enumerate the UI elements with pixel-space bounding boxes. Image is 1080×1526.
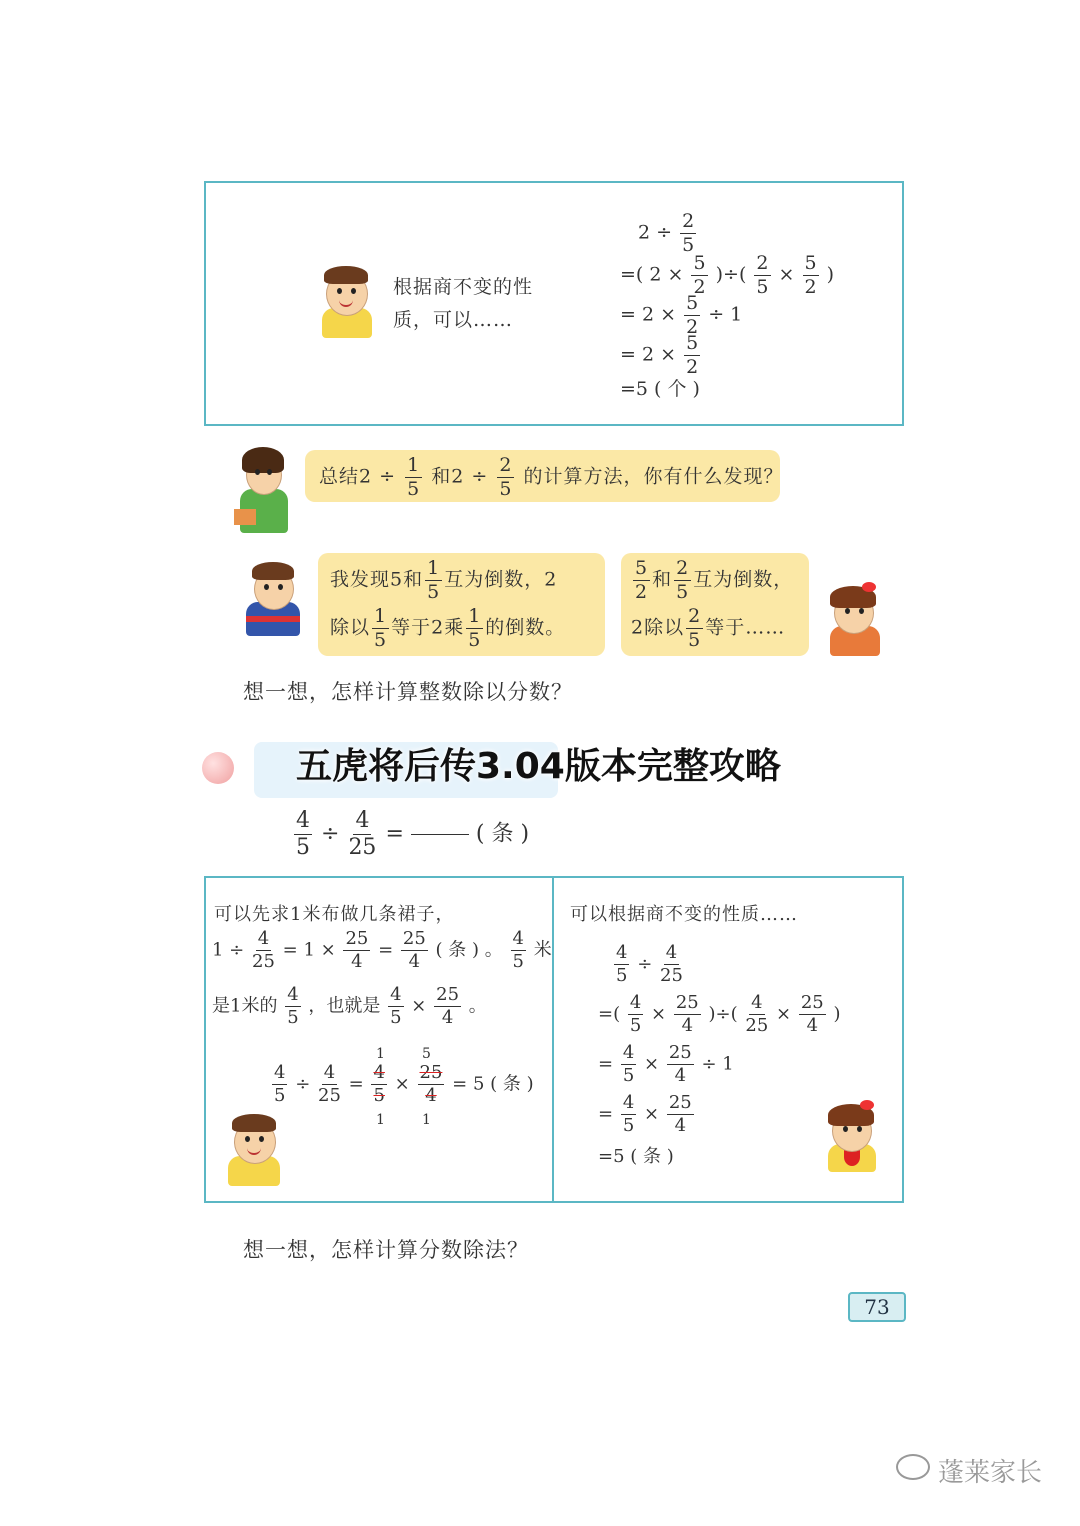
fraction: $\frac{2}{5}$ (499, 454, 513, 500)
boy-illustration (216, 1110, 292, 1190)
calc-text: ÷ 1 (708, 303, 743, 326)
calc-text: =( (598, 1003, 621, 1025)
fraction: $\frac{5}{2}$ (635, 557, 649, 603)
bubble-text: 我发现5和 (330, 568, 424, 591)
fraction: $\frac{1}{5}$ (407, 454, 421, 500)
calc-text: )÷( (708, 1003, 738, 1025)
calc-text: ÷ 1 (701, 1053, 734, 1075)
calc-result: = 5 ( 条 ) (452, 1073, 534, 1095)
cancelled-fraction: $\frac{25}{4}$ (419, 1062, 443, 1106)
calc-text: =( 2 × (620, 263, 684, 286)
operator: × (651, 1003, 667, 1025)
operator: × (776, 1003, 792, 1025)
calc-text: = (378, 939, 394, 961)
answer-blank (411, 834, 469, 835)
calc-text: ) (826, 263, 835, 286)
left-line-3 (212, 986, 487, 1027)
operator: × (644, 1053, 660, 1075)
cancel-bot-2: 1 (422, 1112, 431, 1128)
fraction: $\frac{1}{5}$ (468, 605, 482, 651)
bubble-text: 等于…… (705, 616, 786, 639)
calc-text: = 2 × (620, 303, 677, 326)
bubble-text: 等于2乘 (391, 616, 465, 639)
fraction: $\frac{1}{5}$ (374, 605, 388, 651)
think-question-1: 想一想，怎样计算整数除以分数？ (243, 680, 573, 704)
calc-text: = (598, 1103, 614, 1125)
fraction: $\frac{5}{2}$ (693, 252, 706, 298)
calc-text: 2 ÷ (638, 221, 673, 244)
bubble-text: 2除以 (631, 616, 685, 639)
wechat-label: 蓬莱家长 (938, 1458, 1043, 1488)
calc-result: =5 ( 条 ) (598, 1146, 674, 1167)
bubble-text: 和2 ÷ (431, 465, 489, 488)
fraction: $\frac{5}{2}$ (686, 292, 699, 338)
speech-line: 根据商不变的性 (393, 276, 534, 298)
operator: ÷ (637, 953, 653, 975)
boy-illustration (240, 560, 310, 640)
fraction: $\frac{2}{5}$ (688, 605, 702, 651)
fraction: $\frac{4}{25}$ (660, 942, 683, 986)
cancel-top-1: 1 (376, 1046, 385, 1062)
fraction: $\frac{25}{4}$ (345, 928, 369, 972)
problem-equation (292, 810, 529, 859)
watermark-title: 五虎将后传3.04版本完整攻略 (296, 746, 781, 787)
speech-line: 质，可以…… (393, 309, 514, 331)
bubble-text: 互为倒数， (693, 568, 794, 591)
calc-text: × (778, 263, 795, 286)
wechat-icon (896, 1454, 930, 1480)
right-line-1: 可以根据商不变的性质…… (570, 904, 798, 925)
boy-speech-bubble (318, 553, 605, 656)
fraction: $\frac{4}{5}$ (390, 984, 402, 1028)
teacher-speech-bubble (305, 450, 784, 502)
fraction: $\frac{25}{4}$ (800, 992, 824, 1036)
left-line-2 (212, 930, 552, 971)
calc-text: = (598, 1053, 614, 1075)
operator: ÷ (295, 1073, 311, 1095)
unit: ( 条 ) (475, 821, 530, 847)
fraction: $\frac{25}{4}$ (402, 928, 426, 972)
calc-text: ，也就是 (308, 995, 381, 1017)
page-number: 73 (848, 1292, 906, 1322)
fraction: $\frac{5}{2}$ (804, 252, 817, 298)
fraction: $\frac{25}{4}$ (675, 992, 699, 1036)
calc-text: = 1 × (282, 939, 336, 961)
fraction: $\frac{4}{5}$ (287, 984, 299, 1028)
fraction: $\frac{4}{5}$ (274, 1062, 286, 1106)
fraction: $\frac{25}{4}$ (668, 1092, 692, 1136)
calc-text: 是1米的 (212, 995, 278, 1017)
girl-illustration (814, 1100, 890, 1174)
operator: = (348, 1073, 364, 1095)
calc-block-1 (620, 212, 834, 404)
calc-text: )÷( (715, 263, 747, 286)
fraction: $\frac{4}{25}$ (745, 992, 769, 1036)
fraction: $\frac{1}{5}$ (427, 557, 441, 603)
calc-text: = 2 × (620, 343, 677, 366)
fraction: $\frac{4}{5}$ (629, 992, 642, 1036)
calc-text: 米 (533, 939, 552, 961)
calc-text: × (411, 995, 427, 1017)
bubble-text: 的倒数。 (485, 616, 566, 639)
fraction: $\frac{5}{2}$ (686, 332, 699, 378)
fraction: $\frac{4}{5}$ (622, 1092, 635, 1136)
calc-text: ( 条 ) 。 (435, 939, 503, 961)
girl-illustration (820, 582, 890, 660)
pink-ball-icon (202, 752, 234, 784)
bubble-text: 的计算方法，你有什么发现？ (523, 465, 784, 488)
cancel-top-2: 5 (422, 1046, 431, 1062)
bubble-text: 互为倒数，2 (444, 568, 558, 591)
teacher-illustration (230, 445, 300, 535)
fraction: $\frac{2}{5}$ (756, 252, 769, 298)
fraction: $\frac{2}{5}$ (676, 557, 690, 603)
cancel-bot-1: 1 (376, 1112, 385, 1128)
bubble-text: 和 (652, 568, 673, 591)
cancelled-fraction: $\frac{4}{5}$ (373, 1062, 385, 1106)
fraction: $\frac{25}{4}$ (436, 984, 460, 1028)
operator: ÷ (321, 821, 340, 847)
calc-text: ) (833, 1003, 841, 1025)
boy-illustration (308, 262, 388, 342)
left-line-1: 可以先求1米布做几条裙子， (214, 904, 455, 925)
operator: × (644, 1103, 660, 1125)
operator: = (385, 821, 404, 847)
calc-result: =5 ( 个 ) (620, 378, 700, 400)
fraction: $\frac{4}{5}$ (616, 942, 628, 986)
fraction: $\frac{4}{25}$ (318, 1062, 341, 1106)
girl-speech-bubble (621, 553, 809, 656)
bubble-text: 除以 (330, 616, 371, 639)
calc-text: 1 ÷ (212, 939, 245, 961)
calc-text: 。 (468, 995, 487, 1017)
fraction: $\frac{2}{5}$ (682, 210, 695, 256)
right-calc (598, 944, 841, 1168)
left-cancel-calc (270, 1064, 534, 1105)
fraction: $\frac{4}{25}$ (252, 928, 275, 972)
fraction: $\frac{25}{4}$ (668, 1042, 692, 1086)
think-question-2: 想一想，怎样计算分数除法？ (243, 1238, 529, 1262)
operator: × (394, 1073, 410, 1095)
fraction: $\frac{4}{5}$ (512, 928, 524, 972)
fraction: $\frac{4}{25}$ (348, 808, 377, 860)
fraction: $\frac{4}{5}$ (622, 1042, 635, 1086)
fraction: $\frac{4}{5}$ (296, 808, 310, 860)
bubble-text: 总结2 ÷ (319, 465, 397, 488)
